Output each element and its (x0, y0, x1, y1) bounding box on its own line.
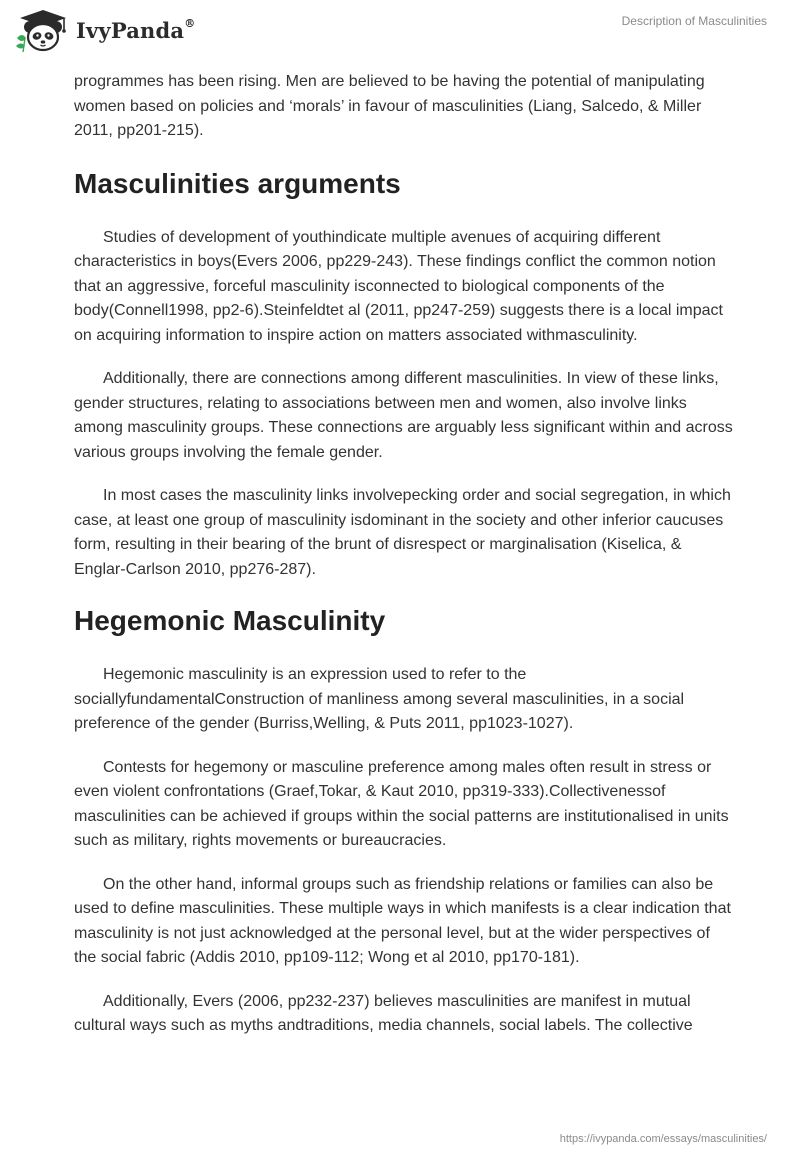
paragraph: In most cases the masculinity links involvepecking order and social segregation, in which case, at least one group of masculinity isdominant in the society and other inferior caucuses form, resulting in their bearing of the brunt of disrespect or marginalisation (Kiselica, & Englar-Carlson 2010, pp276-287). (74, 487, 731, 578)
document-title: Description of Masculinities (621, 14, 767, 28)
section-heading-masculinities-arguments: Masculinities arguments (74, 167, 401, 199)
intro-paragraph: programmes has been rising. Men are believed to be having the potential of manipulating women based on policies and ‘morals’ in favour of masculinities (Liang, Salcedo, & Miller 2011, pp201-215). (74, 73, 705, 139)
panda-graduate-icon (14, 8, 72, 54)
section-heading-hegemonic-masculinity: Hegemonic Masculinity (74, 605, 386, 636)
ivypanda-logo[interactable] (14, 8, 195, 54)
paragraph: Contests for hegemony or masculine preference among males often result in stress or even violent confrontations (Graef,Tokar, & Kaut 2010, pp319-333).Collectivenessof masculinities can be achieved if groups within the social patterns are institutionalised in units such as military, rights movements or bureaucracies. (74, 758, 729, 849)
paragraph: Studies of development of youthindicate multiple avenues of acquiring different characteristics in boys(Evers 2006, pp229-243). These findings conflict the common notion that an aggressive, forceful masculinity isconnected to biological components of the body(Connell1998, pp2-6).Steinfeldtet al (2011, pp247-259) suggests there is a local impact on acquiring information to inspire action on matters associated withmasculinity. (74, 228, 723, 344)
paragraph: Hegemonic masculinity is an expression used to refer to the sociallyfundamentalConstruction of manliness among several masculinities, in a social preference of the gender (Burriss,Welling, & Puts 2011, pp1023-1027). (74, 666, 685, 732)
paragraph: Additionally, there are connections among different masculinities. In view of these links, gender structures, relating to associations between men and women, also involve links among masculinity groups. These connections are arguably less significant within and across various groups involving the female gender. (74, 370, 733, 461)
paragraph: On the other hand, informal groups such as friendship relations or families can also be used to define masculinities. These multiple ways in which manifests is a clear indication that masculinity is not just acknowledged at the personal level, but at the wider perspectives of the social fabric (Addis 2010, pp109-112; Wong et al 2010, pp170-181). (74, 875, 731, 966)
paragraph: Additionally, Evers (2006, pp232-237) believes masculinities are manifest in mutual cultural ways such as myths andtraditions, media channels, social labels. The collective (74, 992, 693, 1034)
page-header (0, 0, 800, 64)
article-body (74, 70, 734, 1058)
source-url[interactable]: https://ivypanda.com/essays/masculinities/ (559, 1133, 767, 1145)
brand-name: IvyPanda® (76, 16, 196, 43)
